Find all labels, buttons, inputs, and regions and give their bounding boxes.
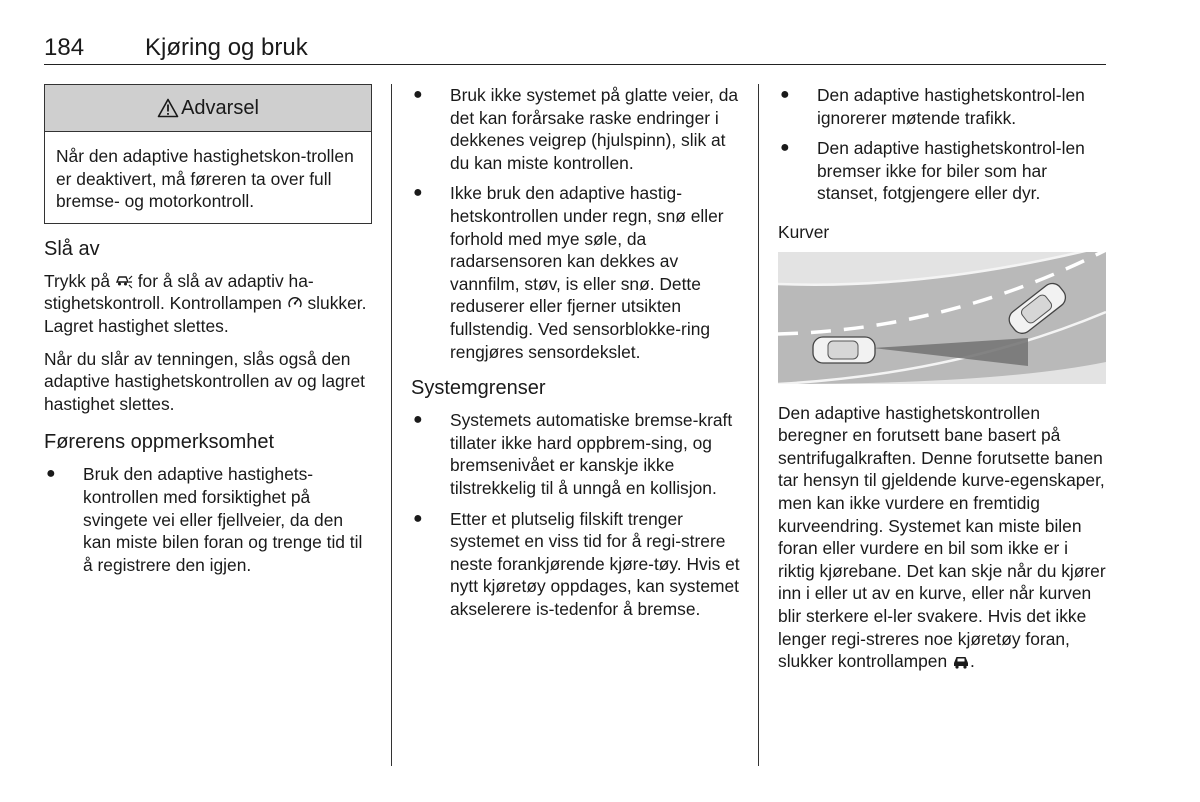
list-item: ● Den adaptive hastighetskontrol-len ignorerer møtende trafikk. bbox=[780, 85, 1085, 128]
limitations-list bbox=[778, 84, 1108, 205]
column-1 bbox=[44, 84, 372, 588]
list-item: ● Etter et plutselig filskift trenger systemet en viss tid for å regi-strere neste forankjørende kjøre-tøy. Hvis et nytt kjøretøy oppdages, kan systemet akselerere is-tedenfor å bremse. bbox=[413, 508, 740, 619]
column-divider-1 bbox=[391, 84, 392, 766]
list-item: ● Systemets automatiske bremse-kraft tillater ikke hard oppbrem-sing, og bremsenivået er kanskje ikke tilstrekkelig til å unngå en kollisjon. bbox=[413, 410, 733, 498]
sla-av-text-b: for å slå av adaptiv ha-stighetskontroll. Kontrollampen bbox=[44, 270, 314, 314]
list-item: ● Bruk den adaptive hastighets-kontrollen med forsiktighet på svingete vei eller fjellveier, da den kan miste bilen foran og trenge tid til å registrere den igjen. bbox=[46, 464, 363, 575]
sla-av-text-c: slukker. Lagret hastighet slettes. bbox=[44, 293, 367, 336]
forerens-list bbox=[44, 463, 372, 576]
heading-forerens-oppmerksomhet: Førerens oppmerksomhet bbox=[44, 431, 275, 454]
precaution-list bbox=[411, 84, 741, 363]
warning-header bbox=[45, 85, 371, 132]
page-number: 184 bbox=[44, 34, 85, 61]
section-title: Kjøring og bruk bbox=[145, 34, 308, 61]
bullet-icon: ● bbox=[413, 509, 423, 527]
sla-av-paragraph-2: Når du slår av tenningen, slås også den adaptive hastighetskontrollen av og lagret hastighet slettes. bbox=[44, 348, 365, 414]
warning-text: Når den adaptive hastighetskon-trollen er deaktivert, må føreren ta over full bremse- og motorkontroll. bbox=[56, 146, 354, 212]
warning-box bbox=[44, 84, 372, 224]
bullet-icon: ● bbox=[46, 465, 56, 483]
column-divider-2 bbox=[758, 84, 759, 766]
page-header bbox=[44, 34, 1106, 65]
kurver-paragraph: Den adaptive hastighetskontrollen beregner en forutsett bane basert på sentrifugalkraften. Denne forutsette banen tar hensyn til gjeldende kurve-egenskaper, men kan ikke vurdere en fremtidig kurveendring. Systemet kan miste bilen foran eller vurdere en bil som ikke er i riktig kjørebane. Det kan skje når du kjører inn i eller ut av en kurve, eller når kurven blir sterkere el-ler svakere. Hvis det ikke lenger regi-streres noe kjøretøy foran, slukker kontrollampen . bbox=[778, 402, 1106, 672]
warning-title: Advarsel bbox=[181, 96, 259, 119]
curve-road-drawing bbox=[778, 252, 1106, 384]
sla-av-text-a: Trykk på bbox=[44, 270, 111, 291]
own-car-icon bbox=[813, 337, 875, 363]
heading-sla-av: Slå av bbox=[44, 237, 100, 260]
list-item: ● Den adaptive hastighetskontrol-len bremser ikke for biler som har stanset, fotgjengere eller dyr. bbox=[780, 138, 1085, 204]
column-3 bbox=[778, 84, 1108, 683]
list-item: ● Ikke bruk den adaptive hastig-hetskontrollen under regn, snø eller forhold med mye søle, da radarsensoren kan dekkes av vannfilm, støv, is eller snø. Dette reduserer eller fjerner utsikten fullstendig. Ved sensorblokke-ring rengjøres sensordekslet. bbox=[413, 183, 724, 362]
heading-systemgrenser: Systemgrenser bbox=[411, 377, 546, 400]
bullet-icon: ● bbox=[413, 411, 423, 429]
cruise-control-lamp-icon bbox=[287, 295, 303, 311]
cruise-control-cancel-icon bbox=[115, 273, 133, 289]
curve-illustration bbox=[778, 252, 1106, 384]
bullet-icon: ● bbox=[413, 86, 423, 103]
list-item: ● Bruk ikke systemet på glatte veier, da det kan forårsake raske endringer i dekkenes veigrep (hjulspinn), slik at du kan miste kontrollen. bbox=[413, 85, 739, 173]
systemgrenser-list bbox=[411, 409, 741, 620]
bullet-icon: ● bbox=[413, 184, 423, 202]
bullet-icon: ● bbox=[780, 139, 790, 157]
sla-av-paragraph-1 bbox=[44, 270, 372, 338]
heading-kurver: Kurver bbox=[778, 221, 830, 242]
bullet-icon: ● bbox=[780, 86, 790, 103]
warning-triangle-icon bbox=[157, 98, 179, 118]
column-2 bbox=[411, 84, 741, 632]
vehicle-ahead-lamp-icon bbox=[952, 654, 970, 669]
